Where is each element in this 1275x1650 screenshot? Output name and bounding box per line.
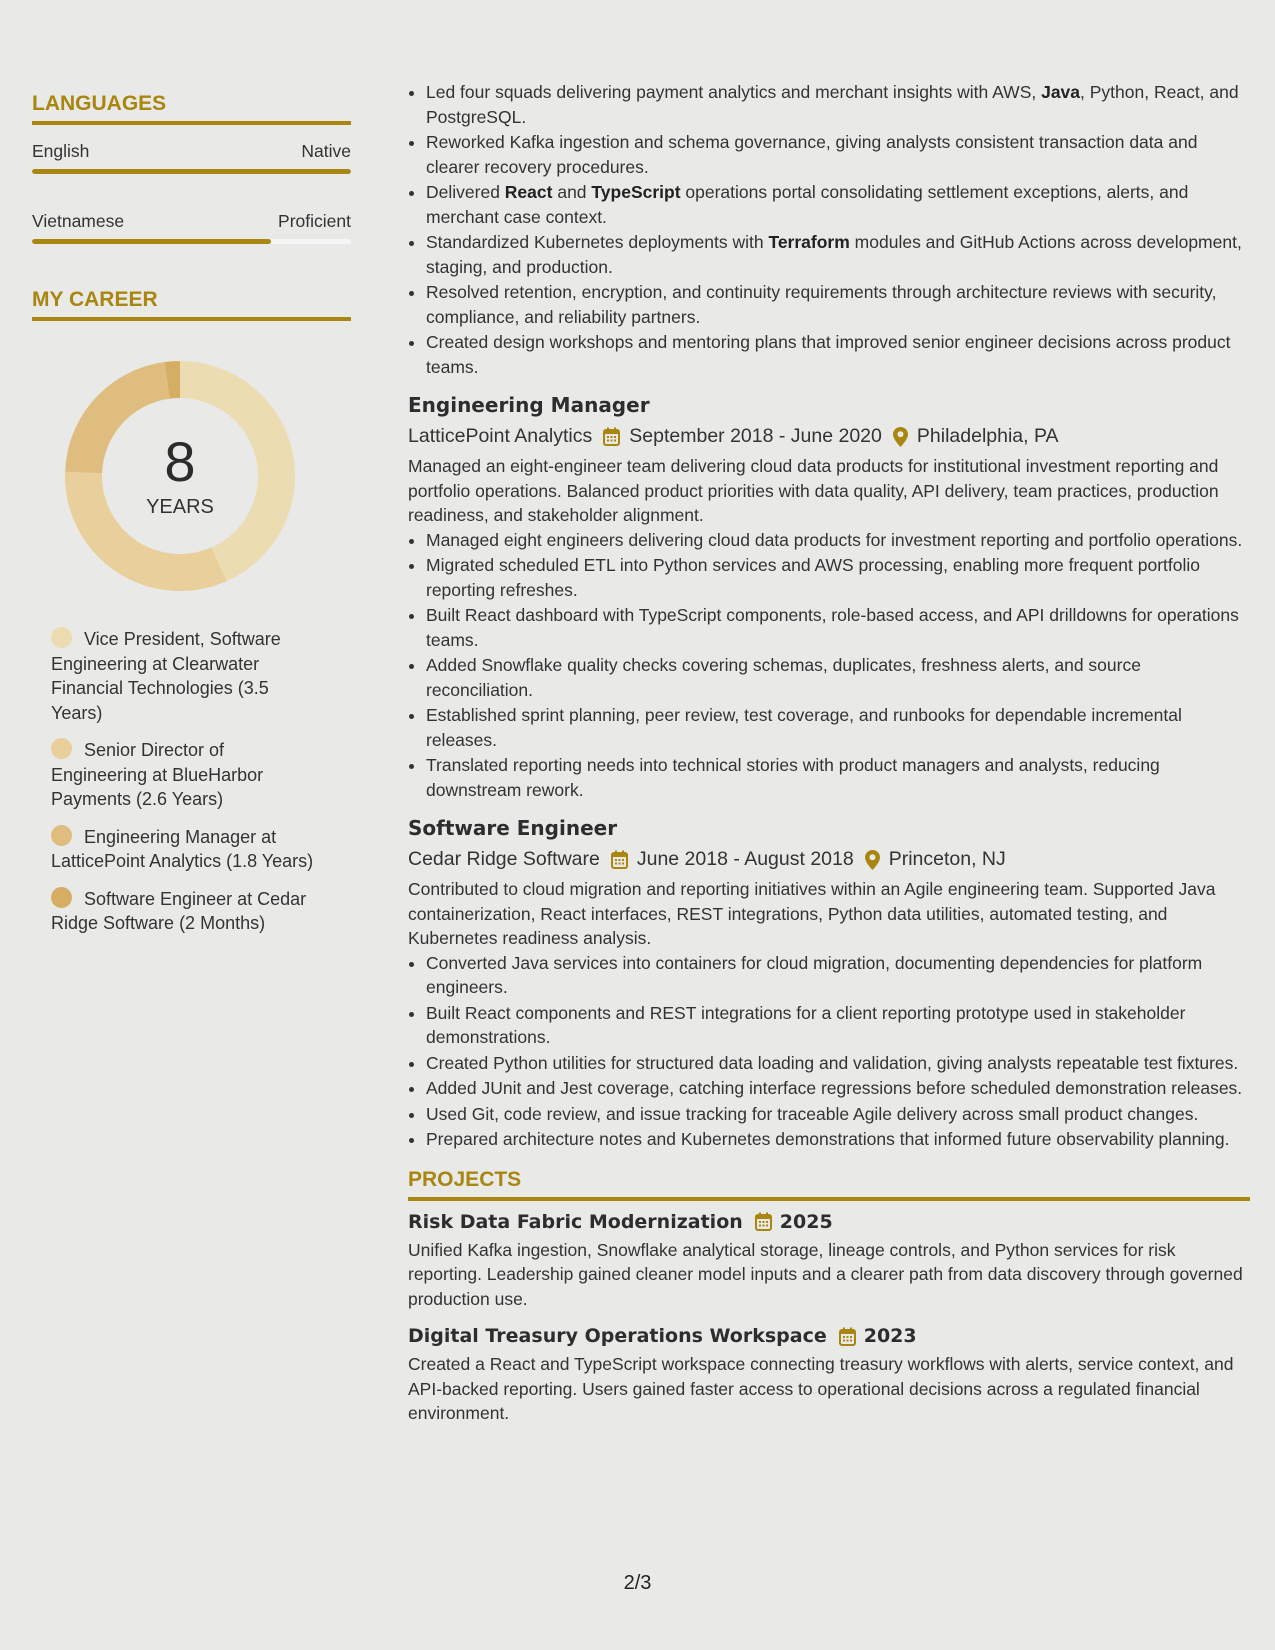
job-bullet: • Translated reporting needs into technical stories with product managers and analysts, reducing downstream rework. bbox=[426, 753, 1250, 802]
legend-color-dot bbox=[51, 825, 72, 846]
career-total-number: 8 bbox=[164, 429, 196, 493]
job-meta bbox=[408, 425, 1250, 448]
project-year: 2023 bbox=[863, 1325, 917, 1347]
role-bullet: • Reworked Kafka ingestion and schema governance, giving analysts consistent transaction data and clearer recovery procedures. bbox=[426, 130, 1250, 179]
job-company: LatticePoint Analytics bbox=[408, 425, 593, 447]
project-year: 2025 bbox=[779, 1210, 833, 1233]
job-location: Philadelphia, PA bbox=[916, 425, 1059, 447]
role-bullet: • Created design workshops and mentoring plans that improved senior engineer decisions across product teams. bbox=[426, 330, 1250, 379]
career-legend-label: Senior Director of Engineering at BlueHarbor Payments (2.6 Years) bbox=[51, 740, 264, 809]
job-bullet: • Built React components and REST integrations for a client reporting prototype used in stakeholder demonstrations. bbox=[426, 1001, 1250, 1050]
language-level: Native bbox=[301, 141, 351, 161]
legend-color-dot bbox=[51, 738, 72, 759]
location-pin-icon bbox=[893, 427, 908, 447]
language-name: English bbox=[32, 141, 90, 161]
job-bullet: • Managed eight engineers delivering cloud data products for investment reporting and portfolio operations. bbox=[426, 528, 1250, 553]
career-legend-label: Software Engineer at Cedar Ridge Software (2 Months) bbox=[51, 888, 307, 933]
career-legend-label: Vice President, Software Engineering at Clearwater Financial Technologies (3.5 Years) bbox=[51, 629, 281, 723]
previous-role-bullets bbox=[408, 80, 1250, 379]
language-proficiency-bar bbox=[32, 169, 351, 174]
project-title: Risk Data Fabric Modernization bbox=[408, 1210, 743, 1233]
job-bullet: • Converted Java services into containers for cloud migration, documenting dependencies for platform engineers. bbox=[426, 951, 1250, 1000]
languages-section bbox=[32, 92, 351, 244]
language-proficiency-bar bbox=[32, 239, 351, 244]
job-entry bbox=[408, 393, 1250, 802]
job-bullet: • Added Snowflake quality checks covering schemas, duplicates, freshness alerts, and source reconciliation. bbox=[426, 653, 1250, 702]
project-entry bbox=[408, 1211, 1250, 1312]
language-name: Vietnamese bbox=[32, 211, 125, 231]
language-proficiency-fill bbox=[32, 169, 351, 174]
location-pin-icon bbox=[865, 850, 880, 870]
job-title: Engineering Manager bbox=[408, 393, 650, 417]
job-dates: September 2018 - June 2020 bbox=[629, 425, 882, 447]
job-title: Software Engineer bbox=[408, 816, 618, 840]
language-proficiency-fill bbox=[32, 239, 271, 244]
calendar-icon bbox=[839, 1327, 856, 1346]
career-donut-chart bbox=[65, 361, 295, 591]
job-bullet: • Established sprint planning, peer review, test coverage, and runbooks for dependable incremental releases. bbox=[426, 703, 1250, 752]
language-level: Proficient bbox=[278, 211, 351, 231]
job-bullet: • Added JUnit and Jest coverage, catching interface regressions before scheduled demonstration releases. bbox=[426, 1076, 1250, 1101]
project-description: Unified Kafka ingestion, Snowflake analytical storage, lineage controls, and Python services for risk reporting. Leadership gained cleaner model inputs and a clearer path from data discovery through governed production use. bbox=[408, 1239, 1243, 1309]
job-bullet: • Migrated scheduled ETL into Python services and AWS processing, enabling more frequent portfolio reporting refreshes. bbox=[426, 553, 1250, 602]
job-location: Princeton, NJ bbox=[888, 848, 1006, 870]
job-entry bbox=[408, 816, 1250, 1152]
role-bullet: • Led four squads delivering payment analytics and merchant insights with AWS, Java, Python, React, and PostgreSQL. bbox=[426, 80, 1250, 129]
career-section bbox=[32, 288, 351, 936]
main-content bbox=[408, 80, 1250, 1440]
role-bullet: • Standardized Kubernetes deployments with Terraform modules and GitHub Actions across development, staging, and production. bbox=[426, 230, 1250, 279]
page-number: 2/3 bbox=[623, 1572, 652, 1594]
languages-heading: LANGUAGES bbox=[32, 92, 351, 125]
project-description: Created a React and TypeScript workspace connecting treasury workflows with alerts, service context, and API-backed reporting. Users gained faster access to operational decisions across a regulated financial environment. bbox=[408, 1354, 1234, 1423]
role-bullet: • Delivered React and TypeScript operations portal consolidating settlement exceptions, alerts, and merchant case context. bbox=[426, 180, 1250, 229]
role-bullet: • Resolved retention, encryption, and continuity requirements through architecture reviews with security, compliance, and reliability partners. bbox=[426, 280, 1250, 329]
project-title: Digital Treasury Operations Workspace bbox=[408, 1325, 827, 1347]
career-heading: MY CAREER bbox=[32, 288, 351, 321]
career-legend-item bbox=[51, 627, 321, 725]
sidebar bbox=[32, 92, 351, 949]
job-bullet: • Prepared architecture notes and Kubernetes demonstrations that informed future observability planning. bbox=[426, 1127, 1250, 1152]
job-bullet: • Created Python utilities for structured data loading and validation, giving analysts repeatable test fixtures. bbox=[426, 1051, 1250, 1076]
legend-color-dot bbox=[51, 887, 72, 908]
career-legend-item bbox=[51, 738, 321, 812]
job-description: Contributed to cloud migration and reporting initiatives within an Agile engineering team. Supported Java containerization, React interfaces, REST integrations, Python data utilities, automated testing, and Kubernetes readiness analysis. bbox=[408, 879, 1216, 948]
calendar-icon bbox=[755, 1212, 772, 1231]
career-total-unit: YEARS bbox=[146, 495, 214, 518]
job-meta bbox=[408, 848, 1250, 871]
career-legend-item bbox=[51, 825, 321, 874]
calendar-icon bbox=[603, 427, 620, 446]
job-company: Cedar Ridge Software bbox=[408, 848, 600, 870]
career-legend-item bbox=[51, 887, 321, 936]
project-entry bbox=[408, 1325, 1250, 1426]
legend-color-dot bbox=[51, 627, 72, 648]
language-item bbox=[32, 211, 351, 244]
job-bullet: • Built React dashboard with TypeScript components, role-based access, and API drilldowns for operations teams. bbox=[426, 603, 1250, 652]
job-dates: June 2018 - August 2018 bbox=[636, 848, 854, 870]
job-description: Managed an eight-engineer team delivering cloud data products for institutional investment reporting and portfolio operations. Balanced product priorities with data quality, API delivery, team practices, production readiness, and stakeholder alignment. bbox=[408, 456, 1219, 525]
language-item bbox=[32, 141, 351, 174]
projects-heading: PROJECTS bbox=[408, 1168, 1250, 1201]
calendar-icon bbox=[611, 850, 628, 869]
career-legend bbox=[51, 627, 321, 936]
job-bullet: • Used Git, code review, and issue tracking for traceable Agile delivery across small product changes. bbox=[426, 1102, 1250, 1127]
job-bullets bbox=[408, 528, 1250, 803]
career-legend-label: Engineering Manager at LatticePoint Analytics (1.8 Years) bbox=[51, 826, 314, 871]
job-bullets bbox=[408, 951, 1250, 1152]
